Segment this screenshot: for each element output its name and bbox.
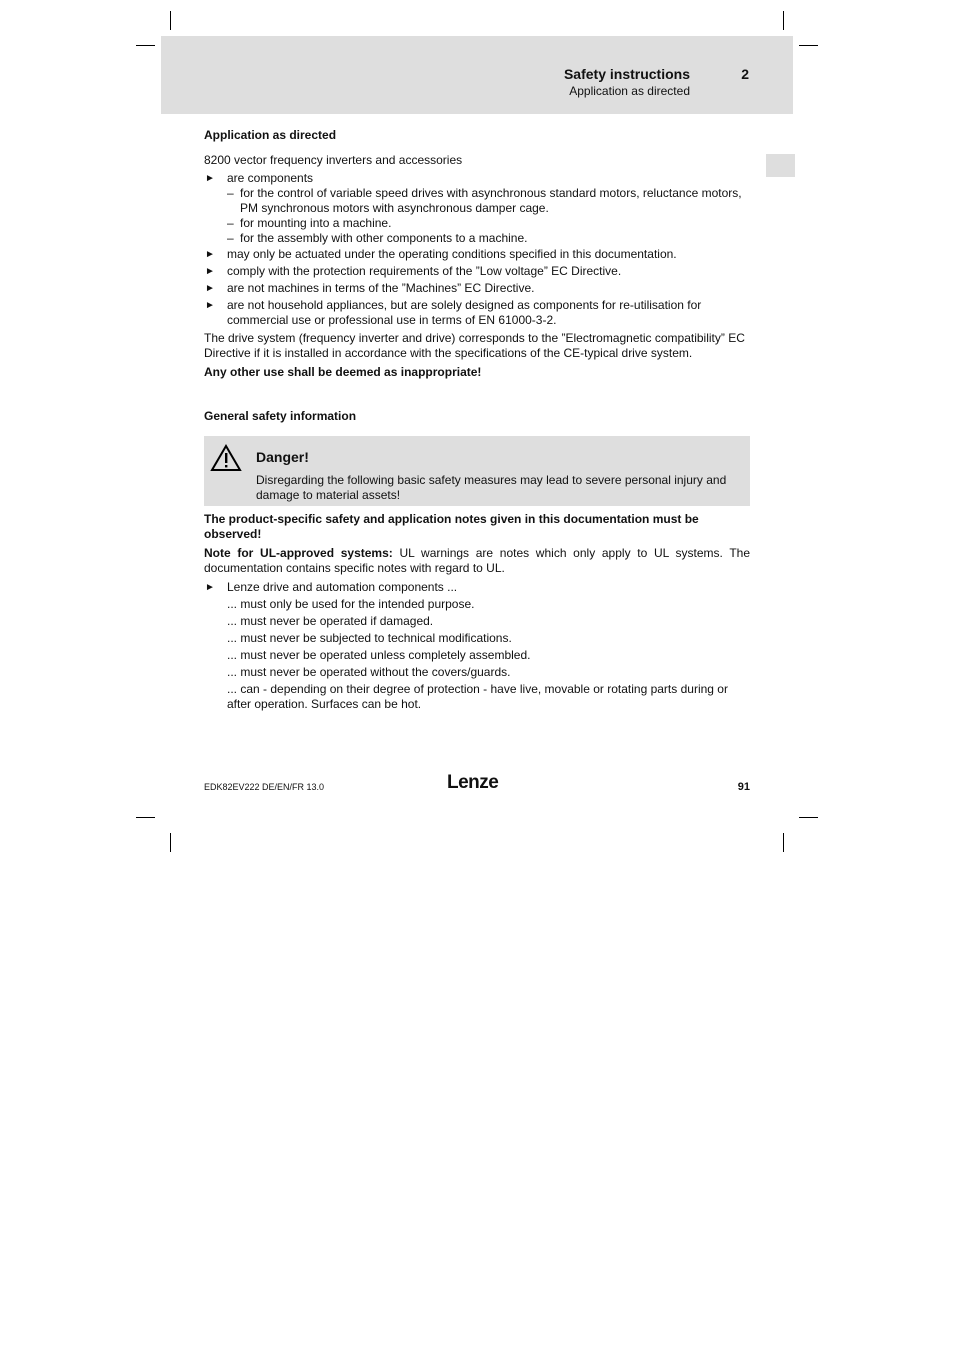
bullet-arrow-icon: ► xyxy=(205,582,215,593)
danger-box xyxy=(204,436,750,506)
header-subtitle: Application as directed xyxy=(569,84,690,98)
intro-text: 8200 vector frequency inverters and accessories xyxy=(204,153,463,167)
crop-mark xyxy=(170,11,171,30)
sub-list-item: – for the control of variable speed drives with asynchronous standard motors, reluctance motors, PM synchronous motors with asynchronous damper cage. xyxy=(227,186,742,215)
page-header xyxy=(161,36,793,114)
header-title: Safety instructions xyxy=(563,66,690,82)
list-item: ► are not machines in terms of the ”Machines” EC Directive. xyxy=(205,281,535,295)
sub-list-item: – for the assembly with other components to a machine. xyxy=(227,231,528,245)
chapter-number: 2 xyxy=(741,66,749,82)
sub-list-item: – for mounting into a machine. xyxy=(227,216,392,230)
list-line: ... must never be operated without the covers/guards. xyxy=(227,665,511,679)
bullet-arrow-icon: ► xyxy=(205,266,215,277)
crop-mark xyxy=(799,817,818,818)
list-line: ... must never be subjected to technical modifications. xyxy=(227,631,512,645)
section-heading-application: Application as directed xyxy=(204,128,337,142)
page-number: 91 xyxy=(737,781,750,793)
crop-mark xyxy=(799,45,818,46)
crop-mark xyxy=(170,833,171,852)
bullet-arrow-icon: ► xyxy=(205,300,215,311)
observe-notes: The product-specific safety and application notes given in this documentation must be observed! xyxy=(204,512,699,541)
crop-mark xyxy=(136,45,155,46)
danger-title: Danger! xyxy=(256,449,309,465)
section-heading-general-safety: General safety information xyxy=(204,409,357,423)
chapter-thumb-tab xyxy=(766,154,795,177)
lenze-logo: Lenze xyxy=(447,772,499,793)
list-line: ... must never be operated if damaged. xyxy=(227,614,434,628)
list-item: ► may only be actuated under the operating conditions specified in this documentation. xyxy=(205,247,677,261)
crop-mark xyxy=(783,833,784,852)
ul-note-text: UL warnings are notes which only apply to UL systems. The documentation contains specific notes with regard to UL. xyxy=(204,546,751,575)
list-line: ... can - depending on their degree of protection - have live, movable or rotating parts during or after operation. Surfaces can be hot. xyxy=(227,682,728,711)
document-id: EDK82EV222 DE/EN/FR 13.0 xyxy=(204,782,325,792)
list-line: ... must only be used for the intended purpose. xyxy=(227,597,475,611)
list-line: ... must never be operated unless completely assembled. xyxy=(227,648,531,662)
list-item: ► comply with the protection requirements of the ”Low voltage” EC Directive. xyxy=(205,264,622,278)
inappropriate-use-note: Any other use shall be deemed as inappropriate! xyxy=(204,365,482,379)
danger-text: Disregarding the following basic safety measures may lead to severe personal injury and damage to material assets! xyxy=(256,473,727,502)
list-item: ► Lenze drive and automation components ... xyxy=(205,580,458,594)
crop-mark xyxy=(783,11,784,30)
list-item: ► are not household appliances, but are solely designed as components for re-utilisation for commercial use or professional use in terms of EN 61000-3-2. xyxy=(205,298,702,327)
ul-note-label: Note for UL-approved systems: xyxy=(204,546,393,560)
emc-paragraph: The drive system (frequency inverter and drive) corresponds to the ”Electromagnetic compatibility” EC Directive if it is installed in accordance with the specifications of the CE-typical drive system. xyxy=(204,331,745,360)
bullet-arrow-icon: ► xyxy=(205,249,215,260)
bullet-arrow-icon: ► xyxy=(205,283,215,294)
crop-mark xyxy=(136,817,155,818)
ul-note xyxy=(204,546,750,576)
bullet-arrow-icon: ► xyxy=(205,173,215,184)
list-item: ► are components xyxy=(205,171,314,185)
warning-triangle-icon xyxy=(210,444,242,476)
page-content xyxy=(204,128,750,712)
